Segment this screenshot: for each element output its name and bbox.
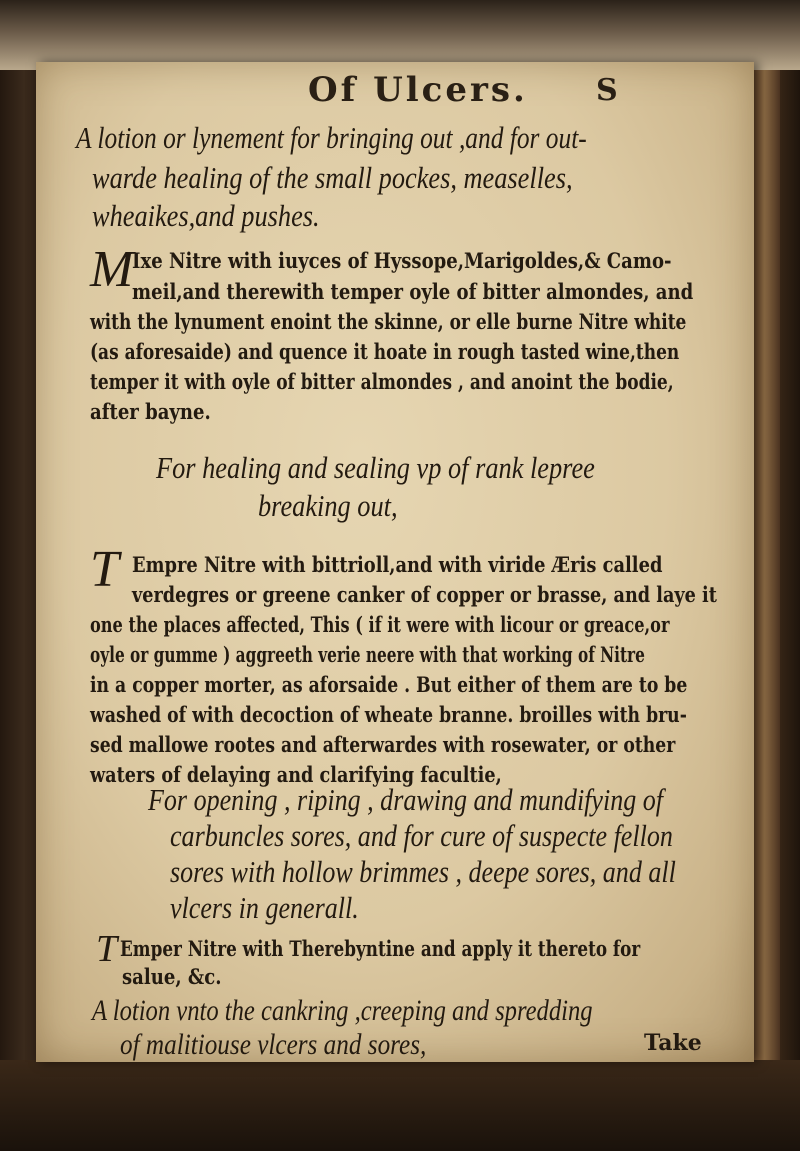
section-2-body-line-3: one the places affected, This ( if it were with licour or greace,or — [90, 612, 670, 637]
section-2-heading-line-2: breaking out, — [258, 488, 398, 523]
section-1-body-line-4: (as aforesaide) and quence it hoate in rough tasted wine,then — [90, 339, 680, 364]
section-1-body-line-6: after bayne. — [90, 399, 211, 424]
section-1-body-line-1: Ixe Nitre with iuyces of Hyssope,Marigoldes,& Camo- — [132, 248, 672, 273]
section-1-heading-line-3: wheaikes,and pushes. — [92, 198, 320, 233]
section-1-heading-line-1: A lotion or lynement for bringing out ,and for out- — [76, 120, 587, 155]
section-1-body-line-5: temper it with oyle of bitter almondes , and anoint the bodie, — [90, 369, 674, 394]
running-header — [290, 70, 650, 110]
section-2-body-line-8: waters of delaying and clarifying facultie, — [90, 762, 502, 787]
section-4-heading-line-1: A lotion vnto the cankring ,creeping and spredding — [92, 994, 593, 1027]
section-2-body-line-7: sed mallowe rootes and afterwardes with rosewater, or other — [90, 732, 676, 757]
running-title: Of Ulcers. — [308, 70, 528, 110]
section-1-body-line-2: meil,and therewith temper oyle of bitter almondes, and — [132, 279, 694, 304]
section-3-dropcap: T — [96, 928, 118, 970]
section-1-body-line-3: with the lynument enoint the skinne, or elle burne Nitre white — [90, 309, 687, 334]
section-2-body-line-6: washed of with decoction of wheate branne. broilles with bru- — [90, 702, 687, 727]
section-2-body-line-1: Empre Nitre with bittrioll,and with viride Æris called — [132, 552, 663, 577]
section-1-dropcap: M — [90, 241, 134, 298]
section-3-body-line-1: Emper Nitre with Therebyntine and apply it thereto for — [120, 936, 641, 961]
catchword: Take — [644, 1030, 702, 1056]
section-2-dropcap: T — [90, 541, 119, 598]
book-fore-edge — [754, 70, 780, 1070]
signature-mark: S — [596, 73, 618, 108]
book-top-edge — [0, 0, 800, 70]
section-4-heading-line-2: of malitiouse vlcers and sores, — [120, 1028, 427, 1061]
section-2-heading-line-1: For healing and sealing vp of rank lepree — [156, 450, 595, 485]
section-3-heading-line-2: carbuncles sores, and for cure of suspecte fellon — [170, 818, 673, 853]
section-2-body-line-4: oyle or gumme ) aggreeth verie neere with that working of Nitre — [90, 642, 645, 667]
section-3-heading-line-1: For opening , riping , drawing and mundifying of — [148, 782, 664, 817]
section-3-heading-line-4: vlcers in generall. — [170, 890, 359, 925]
section-3-body-line-2: salue, &c. — [122, 964, 222, 989]
section-1-heading-line-2: warde healing of the small pockes, measelles, — [92, 160, 573, 195]
section-3-heading-line-3: sores with hollow brimmes , deepe sores, and all — [170, 854, 676, 889]
section-2-body-line-2: verdegres or greene canker of copper or brasse, and laye it — [132, 582, 717, 607]
book-bottom-edge — [0, 1060, 800, 1151]
section-2-body-line-5: in a copper morter, as aforsaide . But either of them are to be — [90, 672, 688, 697]
